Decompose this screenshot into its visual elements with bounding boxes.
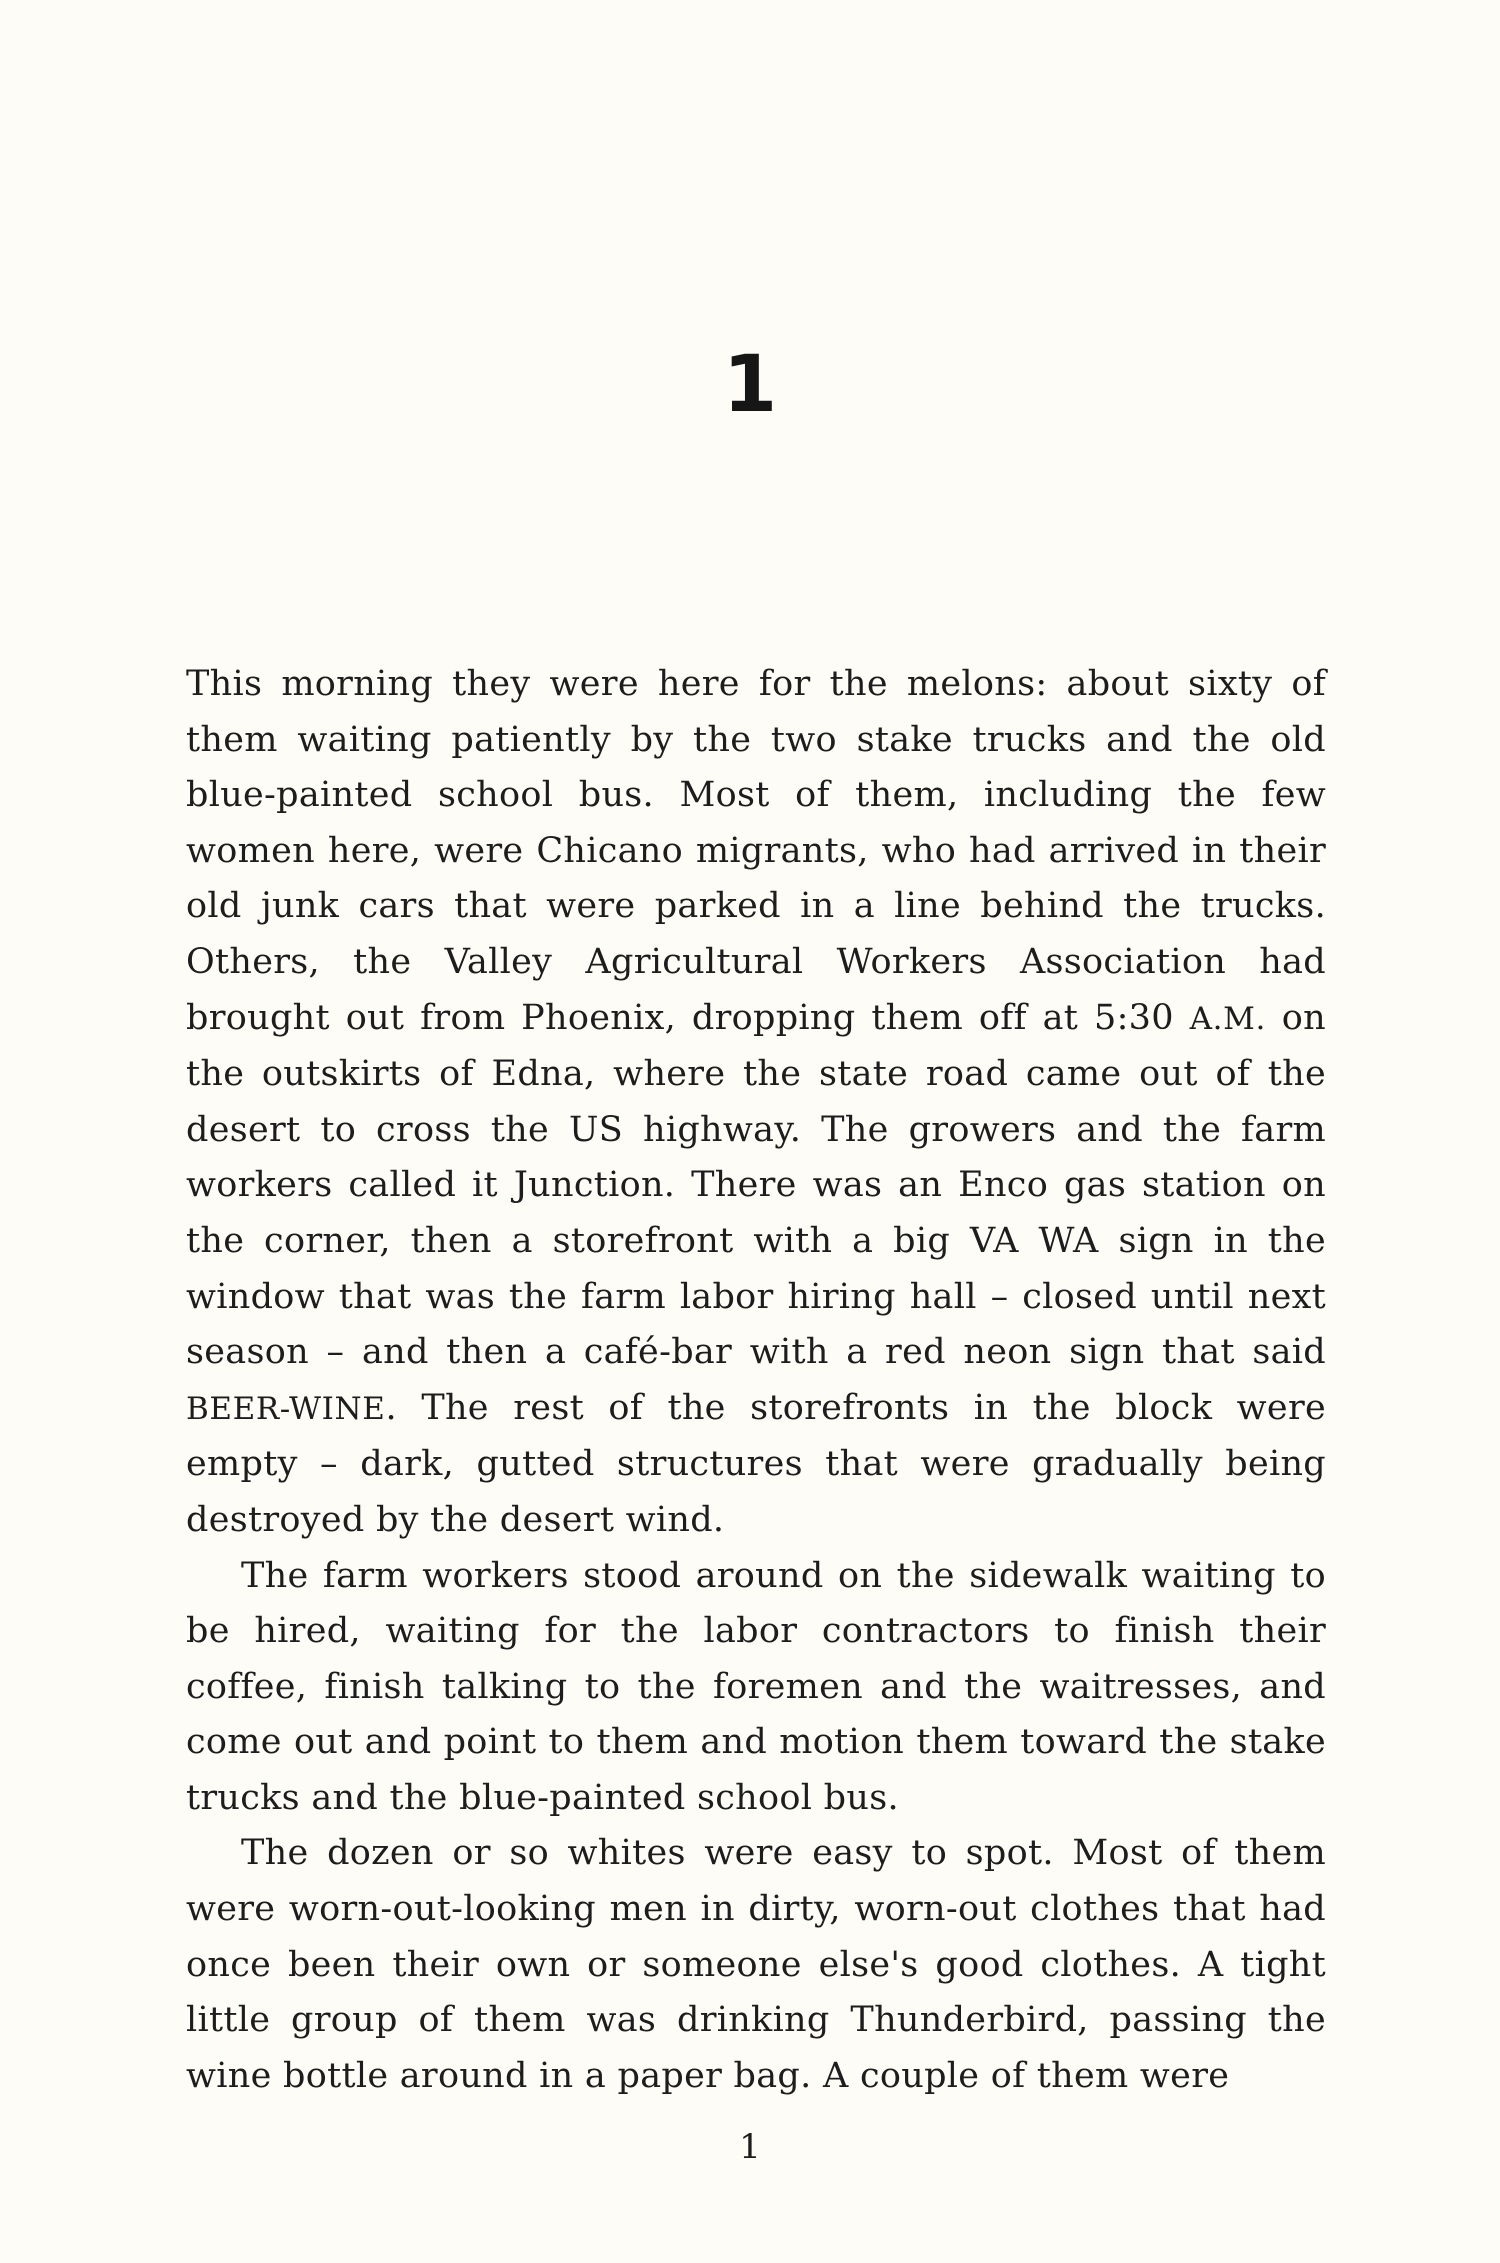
paragraph-2: The farm workers stood around on the sidewalk waiting to be hired, waiting for the labor contractors to finish their coffee, finish talking to the foremen and the waitresses, and come out and point to them and motion them toward the stake trucks and the blue-painted school bus. bbox=[186, 1555, 1326, 1818]
sign-text: BEER-WINE bbox=[186, 1390, 386, 1427]
paragraph-3: The dozen or so whites were easy to spot. Most of them were worn-out-looking men in dirty, worn-out clothes that had once been their own or someone else's good clothes. A tight little group of them was drinking Thunderbird, passing the wine bottle around in a paper bag. A couple of them were bbox=[186, 1833, 1326, 2096]
paragraph-1-part-1: This morning they were here for the melons: about sixty of them waiting patiently by the two stake trucks and the old blue-painted school bus. Most of them, including the few women here, were Chicano migrants, who had arrived in their old junk cars that were parked in a line behind the trucks. Others, the Valley Agricultural Workers Association had brought out from Phoenix, dropping them off at 5:30 bbox=[186, 664, 1326, 1038]
paragraph-1 bbox=[186, 657, 1326, 1549]
chapter-number: 1 bbox=[722, 340, 778, 430]
page-number: 1 bbox=[739, 2127, 761, 2167]
paragraph-1-part-3: . The rest of the storefronts in the block were empty – dark, gutted structures that were gradually being destroyed by the desert wind. bbox=[186, 1387, 1326, 1540]
body-text bbox=[186, 657, 1326, 2104]
paragraph-1-part-2: on the outskirts of Edna, where the state road came out of the desert to cross the US highway. The growers and the farm workers called it Junction. There was an Enco gas station on the corner, then a storefront with a big VA WA sign in the window that was the farm labor hiring hall – closed until next season – and then a café-bar with a red neon sign that said bbox=[186, 997, 1326, 1373]
time-suffix: A.M. bbox=[1189, 1000, 1266, 1037]
